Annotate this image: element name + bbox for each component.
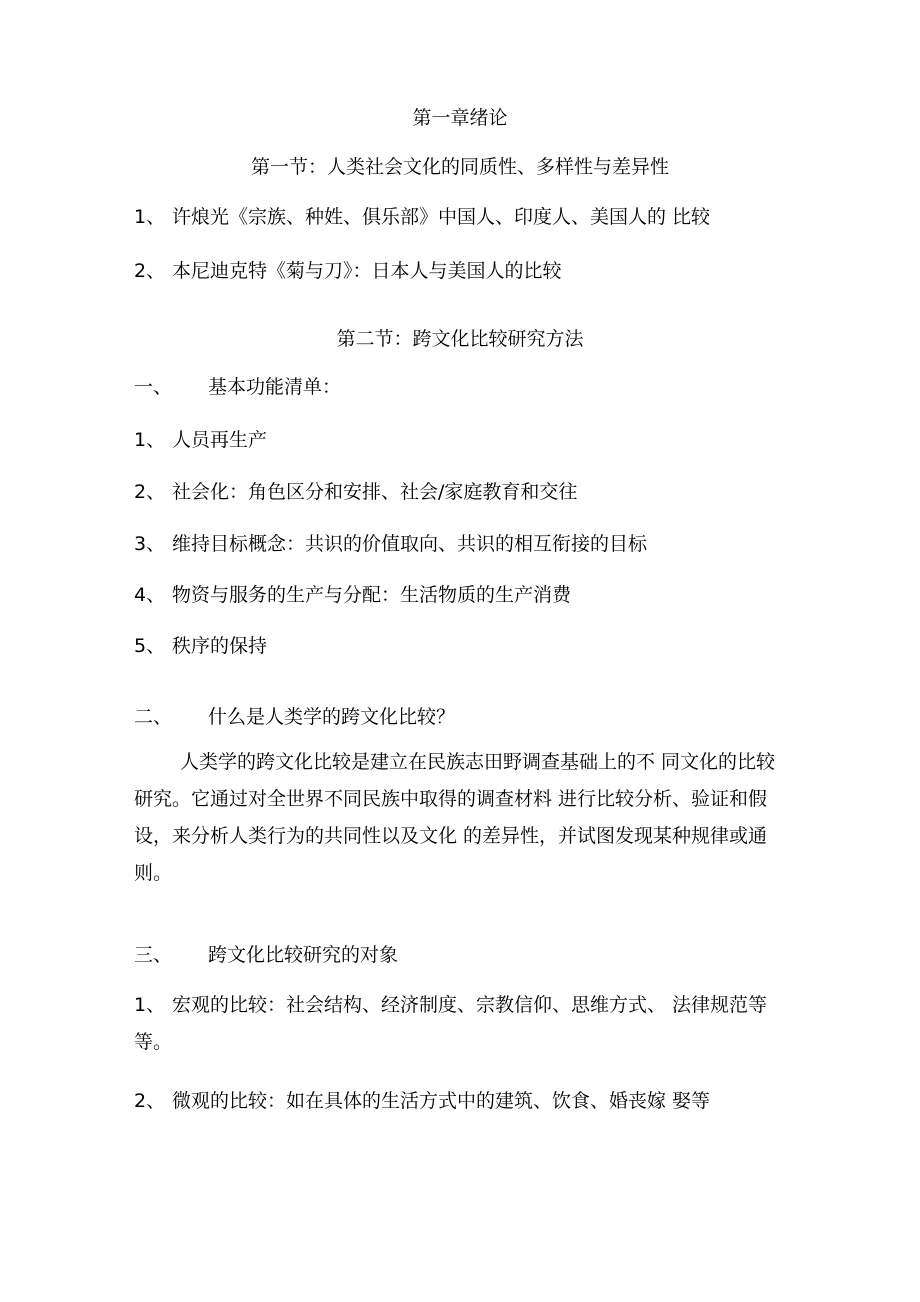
item-text: 社会化：角色区分和安排、社会/家庭教育和交往 bbox=[172, 481, 578, 503]
part1-item-1 bbox=[134, 428, 267, 452]
part-title: 基本功能清单： bbox=[208, 376, 342, 398]
item-number: 5、 bbox=[134, 635, 166, 657]
part-number: 一、 bbox=[134, 376, 173, 398]
item-text: 许烺光《宗族、种姓、俱乐部》中国人、印度人、美国人的 比较 bbox=[172, 206, 711, 228]
part-number: 三、 bbox=[134, 944, 173, 966]
part3-item-1 bbox=[134, 987, 794, 1061]
item-number: 3、 bbox=[134, 533, 166, 555]
item-number: 1、 bbox=[134, 429, 166, 451]
section2-heading: 第二节：跨文化比较研究方法 bbox=[336, 328, 584, 350]
part-title: 什么是人类学的跨文化比较？ bbox=[208, 706, 456, 728]
item-text: 物资与服务的生产与分配：生活物质的生产消费 bbox=[172, 584, 572, 606]
item-number: 2、 bbox=[134, 481, 166, 503]
part1-heading bbox=[134, 375, 341, 399]
item-number: 1、 bbox=[134, 994, 166, 1016]
item-number: 2、 bbox=[134, 260, 166, 282]
item-text: 秩序的保持 bbox=[172, 635, 268, 657]
section1-item-1 bbox=[134, 205, 710, 229]
part1-item-5 bbox=[134, 634, 267, 658]
item-text: 宏观的比较：社会结构、经济制度、宗教信仰、思维方式、 法律规范等等。 bbox=[134, 994, 768, 1053]
item-number: 2、 bbox=[134, 1090, 166, 1112]
item-number: 4、 bbox=[134, 584, 166, 606]
part-number: 二、 bbox=[134, 706, 173, 728]
item-text: 人员再生产 bbox=[172, 429, 268, 451]
part3-item-2 bbox=[134, 1089, 710, 1113]
section1-heading: 第一节：人类社会文化的同质性、多样性与差异性 bbox=[250, 156, 669, 178]
item-text: 本尼迪克特《菊与刀》：日本人与美国人的比较 bbox=[172, 260, 562, 282]
item-text: 微观的比较：如在具体的生活方式中的建筑、饮食、婚丧嫁 娶等 bbox=[172, 1090, 711, 1112]
part1-item-4 bbox=[134, 583, 571, 607]
item-text: 维持目标概念：共识的价值取向、共识的相互衔接的目标 bbox=[172, 533, 648, 555]
item-number: 1、 bbox=[134, 206, 166, 228]
part-title: 跨文化比较研究的对象 bbox=[208, 944, 399, 966]
part1-item-2 bbox=[134, 480, 577, 504]
section1-item-2 bbox=[134, 259, 562, 283]
part2-heading bbox=[134, 705, 455, 729]
part3-heading bbox=[134, 943, 398, 967]
part2-paragraph: 人类学的跨文化比较是建立在民族志田野调查基础上的不 同文化的比较研究。它通过对全世界不同民族中取得的调查材料 进行比较分析、验证和假设，来分析人类行为的共同性以及文化 的差异性，并试图发现某种规律或通则。 bbox=[134, 751, 776, 884]
chapter-title: 第一章绪论 bbox=[412, 107, 508, 129]
part1-item-3 bbox=[134, 532, 647, 556]
